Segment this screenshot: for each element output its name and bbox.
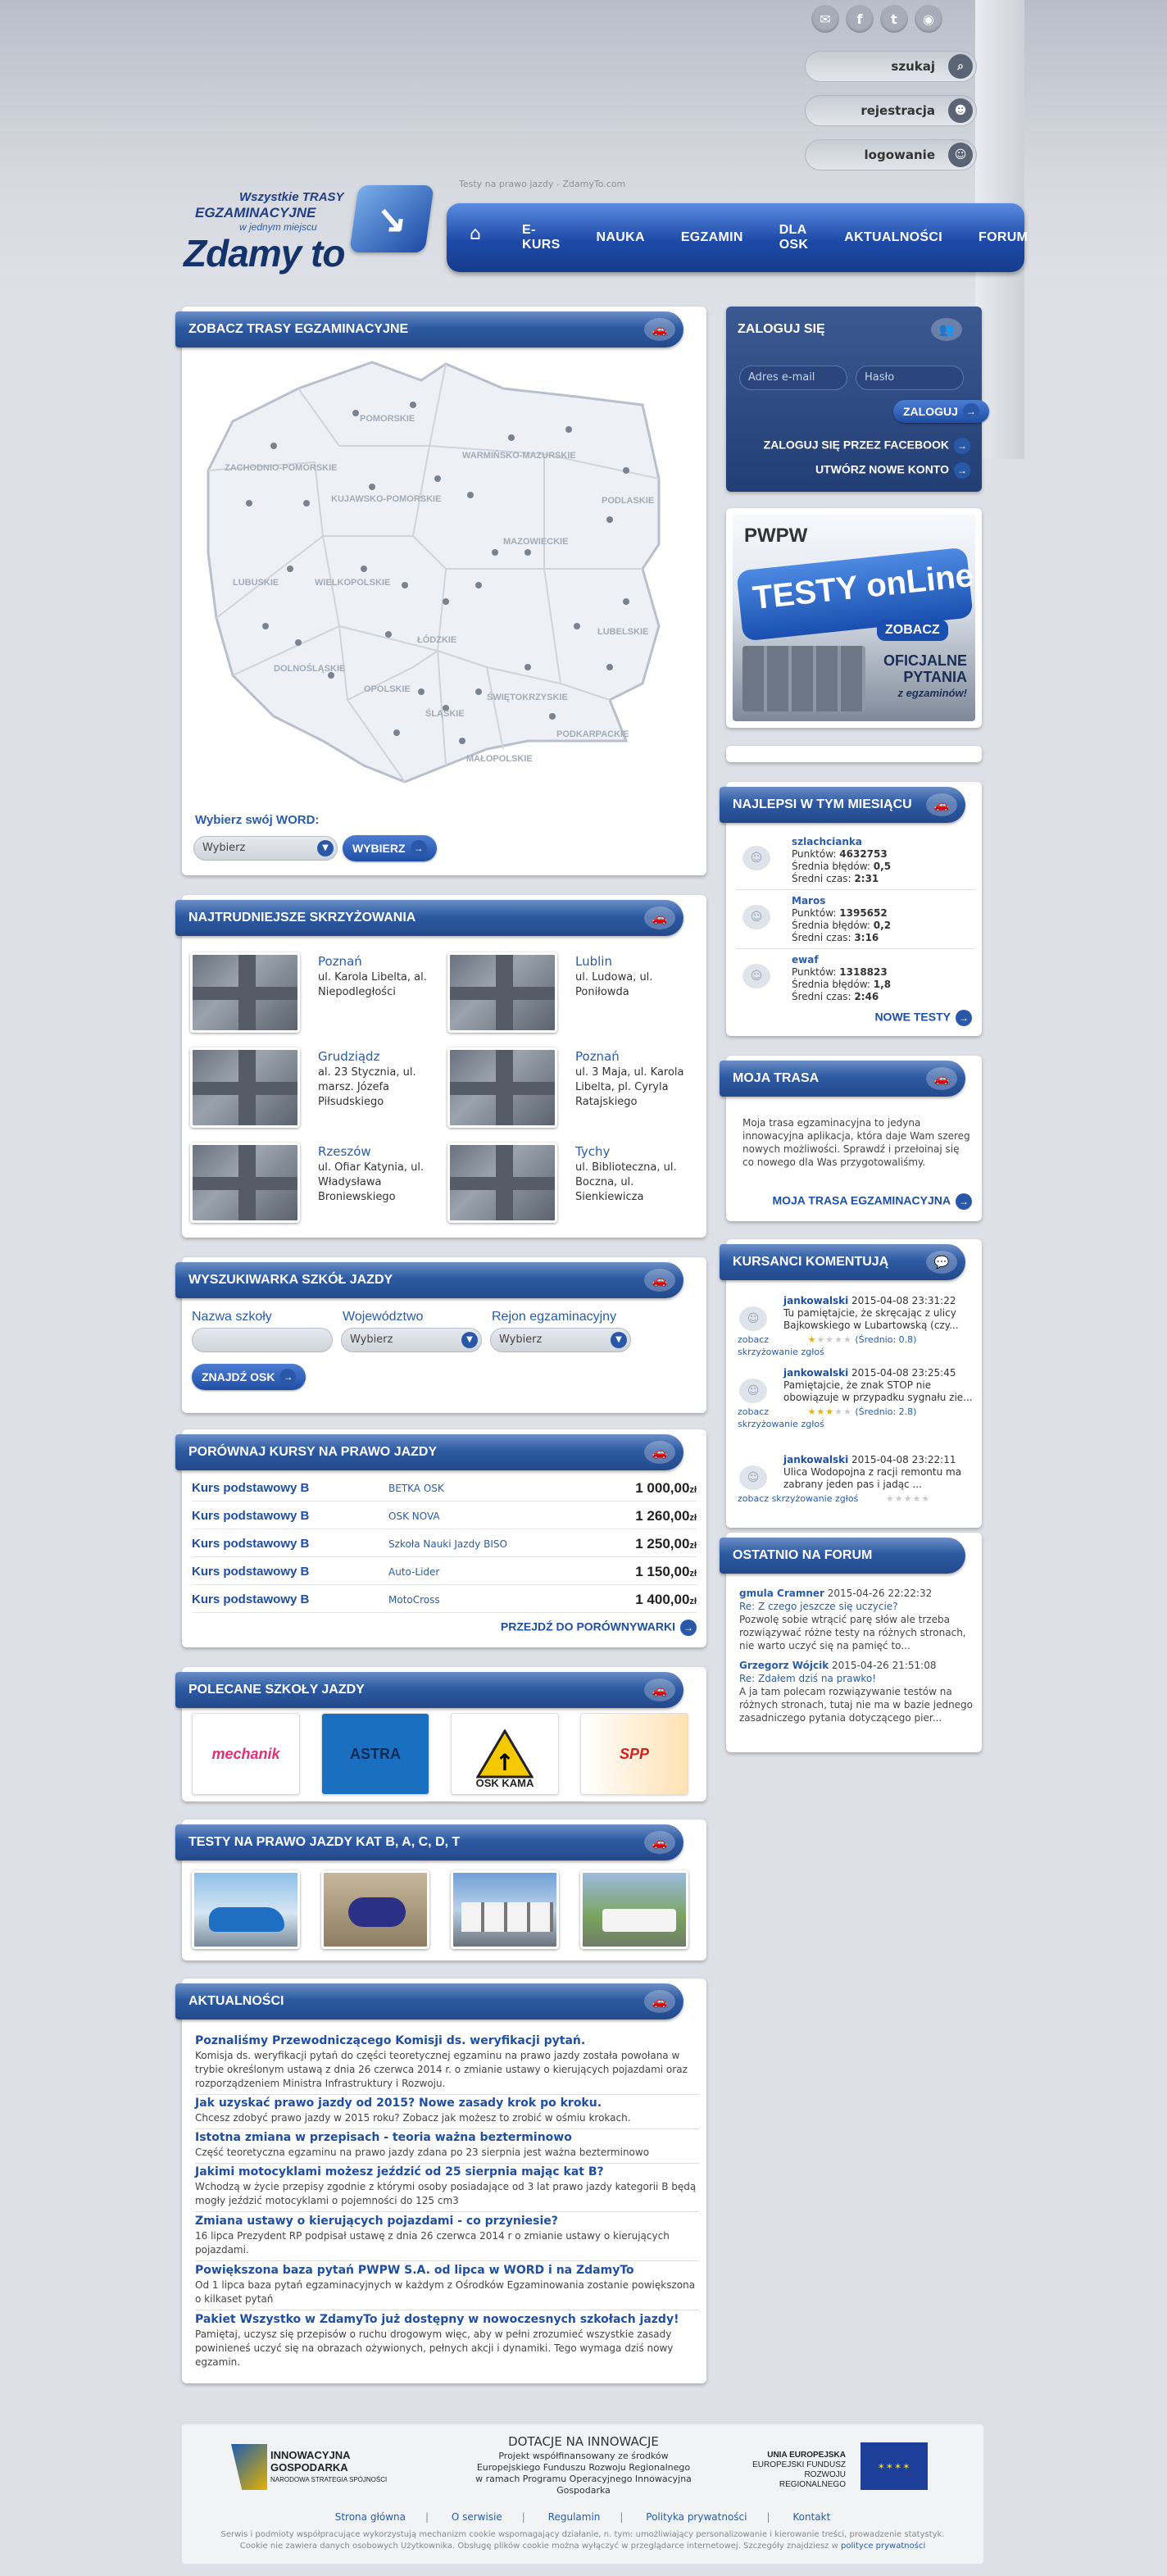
car-icon: 🚗 — [644, 1831, 675, 1854]
svg-text:↑: ↑ — [495, 1749, 515, 1776]
compare-row[interactable]: Kurs podstawowy B Auto-Lider 1 150,00zł — [192, 1559, 697, 1585]
category-b-image[interactable] — [192, 1870, 300, 1949]
crossroad-thumb[interactable] — [190, 1047, 300, 1128]
school-logo-astra[interactable]: ASTRA — [321, 1713, 429, 1795]
crossroad-thumb[interactable] — [190, 1143, 300, 1223]
promo-see: ZOBACZ — [877, 620, 948, 641]
avatar: ☺ — [742, 964, 770, 988]
region-wielkopolskie: WIELKOPOLSKIE — [315, 578, 391, 588]
school-logo-spp[interactable]: SPP — [580, 1713, 688, 1795]
recommended-title: POLECANE SZKOŁY JAZDY 🚗 — [175, 1672, 683, 1708]
report-link[interactable]: zgłoś — [835, 1493, 859, 1504]
tests-panel — [182, 1820, 706, 1960]
chevron-down-icon: ▼ — [611, 1332, 627, 1348]
school-search-panel — [182, 1257, 706, 1413]
school-logo-mechanik[interactable]: mechanik — [192, 1713, 300, 1795]
see-link[interactable]: zobacz — [738, 1493, 770, 1504]
arrow-right-icon: → — [411, 840, 427, 856]
region-swietokrzyskie: ŚWIĘTOKRZYSKIE — [487, 693, 568, 702]
login-email-input[interactable]: Adres e-mail — [739, 366, 847, 390]
school-name-input[interactable] — [192, 1328, 333, 1352]
word-select[interactable]: Wybierz ▼ — [193, 836, 338, 861]
school-name-label: Nazwa szkoły — [192, 1310, 272, 1324]
comments-title: KURSANCI KOMENTUJĄ 💬 — [720, 1244, 965, 1280]
map-panel-title: ZOBACZ TRASY EGZAMINACYJNE 🚗 — [175, 311, 683, 348]
facebook-icon[interactable]: f — [846, 5, 874, 33]
my-route-title: MOJA TRASA 🚗 — [720, 1061, 965, 1097]
logo-arrow-icon: ↘ — [349, 185, 434, 252]
comments-panel — [726, 1239, 982, 1528]
site-logo[interactable] — [182, 177, 436, 292]
region-podkarpackie: PODKARPACKIE — [556, 729, 629, 739]
news-panel — [182, 1979, 706, 2383]
region-mazowieckie: MAZOWIECKIE — [503, 537, 569, 547]
eu-flag-icon: ✶✶✶✶ — [860, 2442, 928, 2490]
nav-forum[interactable]: FORUM — [979, 230, 1029, 244]
my-route-panel — [726, 1056, 982, 1221]
school-logo-kama[interactable]: ↑ OSK KAMA — [451, 1713, 559, 1795]
category-d-image[interactable] — [580, 1870, 688, 1949]
find-osk-button[interactable]: ZNAJDŹ OSK → — [192, 1364, 306, 1390]
arrow-right-icon: → — [954, 462, 970, 479]
news-item[interactable]: Poznaliśmy Przewodniczącego Komisji ds. weryfikacji pytań. Komisja ds. weryfikacji pytań do części teoretycznej egzaminu na prawo jazdy została powołana w trybie określonym ustawą z dnia 26 czerwca 2014 r. o zmianie ustawy o kierujących pojazdami oraz rozporządzeniem Ministra Infrastruktury i Rozwoju. — [195, 2034, 699, 2095]
twitter-icon[interactable]: t — [880, 5, 908, 33]
crossroad-item[interactable]: Tychy ul. Biblioteczna, ul. Boczna, ul. Sienkiewicza — [575, 1144, 677, 1203]
car-icon: 🚗 — [644, 1269, 675, 1292]
news-title: AKTUALNOŚCI 🚗 — [175, 1983, 683, 2019]
nav-dla-osk[interactable]: DLA OSK — [779, 223, 809, 252]
privacy-policy-link[interactable]: polityce prywatności — [840, 2542, 926, 2551]
login-panel — [726, 307, 982, 492]
forum-panel — [726, 1533, 982, 1752]
category-a-image[interactable] — [321, 1870, 429, 1949]
eu-text: UNIA EUROPEJSKA EUROPEJSKI FUNDUSZ ROZWOJU REGIONALNEGO — [752, 2451, 846, 2489]
nav-egzamin[interactable]: EGZAMIN — [680, 230, 743, 244]
login-title: ZALOGUJ SIĘ 👥 — [724, 311, 970, 348]
chevron-down-icon: ▼ — [317, 840, 334, 856]
region-zachodniopomorskie: ZACHODNIO-POMORSKIE — [225, 463, 338, 473]
news-item[interactable]: Jakimi motocyklami możesz jeździć od 25 sierpnia mając kat B? Wchodzą w życie przepisy zgodnie z którymi osoby posiadające od 3 lat prawo jazdy kategorii B będą mogły jeździć motocyklami o pojemności do 125 cm3 — [195, 2165, 699, 2212]
forum-title: OSTATNIO NA FORUM — [720, 1538, 965, 1574]
recommended-panel — [182, 1667, 706, 1801]
region-warminsko-mazurskie: WARMIŃSKO-MAZURSKIE — [462, 451, 576, 461]
compare-row[interactable]: Kurs podstawowy B Szkoła Nauki Jazdy BISO 1 250,00zł — [192, 1531, 697, 1557]
user-icon: ☺ — [948, 143, 973, 167]
search-label: szukaj — [891, 59, 935, 74]
social-icons — [811, 5, 942, 33]
avatar: ☺ — [742, 846, 770, 870]
region-podlaskie: PODLASKIE — [602, 496, 655, 506]
promo-sub2: PYTANIA — [903, 669, 967, 685]
news-item[interactable]: Zmiana ustawy o kierujących pojazdami - co przyniesie? 16 lipca Prezydent RP podpisał ustawę z dnia 26 czerwca 2014 r o zmianie ustawy o kierujących pojazdami. — [195, 2215, 699, 2261]
footer-link[interactable]: Kontakt — [792, 2511, 831, 2523]
arrow-right-icon: → — [963, 403, 979, 420]
region-malopolskie: MAŁOPOLSKIE — [466, 754, 533, 764]
footer-link[interactable]: Regulamin — [547, 2511, 601, 2523]
avatar: ☺ — [739, 1465, 767, 1490]
nav-nauka[interactable]: NAUKA — [596, 230, 645, 244]
user-add-icon: ☻ — [948, 98, 973, 123]
search-icon: ⌕ — [948, 54, 973, 79]
promo-sub3: z egzaminów! — [897, 687, 967, 699]
logo-line1: Wszystkie TRASY — [239, 190, 344, 204]
car-icon: 🚗 — [644, 906, 675, 929]
region-kujawsko-pomorskie: KUJAWSKO-POMORSKIE — [331, 494, 442, 504]
region-select[interactable]: Wybierz ▼ — [490, 1328, 631, 1352]
category-c-image[interactable] — [451, 1870, 559, 1949]
logo-line2: EGZAMINACYJNE — [195, 205, 316, 220]
crossroad-item[interactable]: Poznań ul. 3 Maja, ul. Karola Libelta, pl. Cyryla Ratajskiego — [575, 1049, 684, 1108]
news-item[interactable]: Jak uzyskać prawo jazdy od 2015? Nowe zasady krok po kroku. Chcesz zdobyć prawo jazdy w 2015 roku? Zobacz jak możesz to zrobić w ośmiu krokach. — [195, 2097, 699, 2129]
word-choose-button[interactable]: WYBIERZ → — [343, 835, 437, 861]
comment-item[interactable]: ☺ jankowalski 2015-04-08 23:31:22 Tu pamiętajcie, że skręcając z ulicy Bajkowskiego w Lubartowską (czy... zobacz ★★★★★ (Średnio: 0.8) skrzyżowanie zgłoś — [738, 1295, 959, 1357]
crossroad-thumb[interactable] — [447, 1047, 557, 1128]
cookie-notice: Serwis i podmioty współpracujące wykorzystują mechanizm cookie wspomagający działanie, n. tym: umożliwiający personalizowanie i kierowanie treści, prowadzenie statystyk. Cookie nie zawiera danych osobowych Użytkownika. Obsługę plików cookie można wyłączyć w przeglądarce internetowej. Szczegóły znajdziesz w polityce prywatności — [220, 2530, 945, 2551]
innovation-logo-icon — [231, 2444, 267, 2490]
crossroad-thumb[interactable] — [190, 952, 300, 1033]
my-route-text: Moja trasa egzaminacyjna to jedyna innowacyjna aplikacja, która daje Wam szereg nowych możliwości. Sprawdź i przełoinaj się co nowego dla Was przygotowaliśmy. — [742, 1117, 970, 1168]
nav-aktualnosci[interactable]: AKTUALNOŚCI — [844, 230, 943, 244]
compare-panel — [182, 1429, 706, 1647]
compare-row[interactable]: Kurs podstawowy B BETKA OSK 1 000,00zł — [192, 1475, 697, 1502]
poland-map[interactable] — [200, 356, 675, 831]
main-nav — [447, 203, 1029, 272]
region-slaskie: ŚLĄSKIE — [425, 709, 465, 719]
login-facebook-link[interactable]: ZALOGUJ SIĘ PRZEZ FACEBOOK → — [764, 438, 970, 454]
region-dolnoslaskie: DOLNOŚLĄSKIE — [274, 664, 346, 674]
news-item[interactable]: Powiększona baza pytań PWPW S.A. od lipca w WORD i na ZdamyTo Od 1 lipca baza pytań egzaminacyjnych w każdym z Ośrodków Egzaminowania zostanie powiększona o kilkaset pytań — [195, 2264, 699, 2310]
report-link[interactable]: zgłoś — [801, 1419, 824, 1429]
rating-stars[interactable]: ★★★★★ — [885, 1493, 931, 1504]
crossroad-thumb[interactable] — [447, 1143, 557, 1223]
forum-post[interactable]: Grzegorz Wójcik 2015-04-26 21:51:08 Re: Zdałem dziś na prawko! A ja tam polecam rozwiązywanie testów na różnych stronach, tutaj nie ma w bazie jednego zasadniczego pytania dotyczącego pier... — [739, 1660, 974, 1724]
home-icon[interactable]: ⌂ — [470, 223, 481, 244]
ranking-panel — [726, 782, 982, 1036]
news-item[interactable]: Pakiet Wszystko w ZdamyTo już dostępny w nowoczesnych szkołach jazdy! Pamiętaj, uczysz się przepisów o ruchu drogowym więc, aby w pełni zrozumieć wszystkie zasady powinieneś uczyć się na obrazach ożywionych, pełnych akcji i dynamiki. Tego wymaga dziś nowy egzamin. — [195, 2313, 679, 2368]
crossroads-title: NAJTRUDNIEJSZE SKRZYŻOWANIA 🚗 — [175, 900, 683, 936]
ranking-title: NAJLEPSI W TYM MIESIĄCU 🚗 — [720, 787, 965, 823]
school-search-title: WYSZUKIWARKA SZKÓŁ JAZDY 🚗 — [175, 1262, 683, 1298]
see-link[interactable]: zobacz — [738, 1406, 770, 1417]
ranking-item[interactable]: ☺ szlachcianka Punktów: 4632753 Średnia błędów: 0,5 Średni czas: 2:31 — [736, 834, 974, 890]
feed-icon[interactable]: ◉ — [915, 5, 942, 33]
word-label: Wybierz swój WORD: — [195, 813, 320, 827]
car-icon: 🚗 — [644, 1441, 675, 1464]
arrow-right-icon: → — [680, 1620, 697, 1636]
footer-link[interactable]: Strona główna — [334, 2511, 406, 2523]
create-account-link[interactable]: UTWÓRZ NOWE KONTO → — [815, 462, 970, 479]
region-lodzkie: ŁÓDZKIE — [417, 635, 457, 645]
register-label: rejestracja — [860, 103, 935, 118]
comment-item[interactable]: ☺ jankowalski 2015-04-08 23:25:45 Pamiętajcie, że znak STOP nie obowiązuje w przypadku sygnału zie... zobacz ★★★★★ (Średnio: 2.8) skrzyżowanie zgłoś — [738, 1367, 973, 1429]
my-route-link[interactable]: MOJA TRASA EGZAMINACYJNA → — [772, 1193, 972, 1210]
new-tests-link[interactable]: NOWE TESTY → — [874, 1010, 972, 1026]
footer-links: Strona główna | O serwisie | Regulamin | Polityka prywatności | Kontakt — [334, 2511, 831, 2523]
car-icon: 🚗 — [644, 1679, 675, 1701]
footer-link[interactable]: Polityka prywatności — [646, 2511, 747, 2523]
compare-more-link[interactable]: PRZEJDŹ DO PORÓWNYWARKI → — [501, 1620, 697, 1636]
region-opolskie: OPOLSKIE — [364, 684, 411, 694]
comment-item[interactable]: ☺ jankowalski 2015-04-08 23:22:11 Ulica Wodopojna z racji remontu ma zabrany jeden pas i jadąc ... zobacz skrzyżowanie zgłoś ★★★★★ — [738, 1454, 962, 1504]
promo-brand: PWPW — [744, 525, 808, 547]
innovation-logo[interactable]: INNOWACYJNA GOSPODARKA NARODOWA STRATEGIA SPÓJNOŚCI — [270, 2449, 388, 2483]
compare-title: PORÓWNAJ KURSY NA PRAWO JAZDY 🚗 — [175, 1434, 683, 1470]
crossroad-item[interactable]: Rzeszów ul. Ofiar Katynia, ul. Władysława Broniewskiego — [318, 1144, 425, 1203]
login-button[interactable] — [805, 139, 977, 170]
promo-banner[interactable] — [726, 508, 982, 728]
register-button[interactable] — [805, 95, 977, 126]
users-icon: 👥 — [931, 318, 962, 341]
nav-e-kurs[interactable]: E-KURS — [522, 223, 561, 252]
footer — [182, 2424, 983, 2564]
warning-sign-icon — [476, 1729, 534, 1779]
funding-info: DOTACJE NA INNOWACJE Projekt współfinansowany ze środków Europejskiego Funduszu Rozwoju Regionalnego w ramach Programu Operacyjnego Innowacyjna Gospodarka — [475, 2434, 692, 2496]
search-button[interactable] — [805, 51, 977, 82]
news-item[interactable]: Istotna zmiana w przepisach - teoria ważna bezterminowo Część teoretyczna egzaminu na prawo jazdy zdana po 23 sierpnia jest ważna bezterminowo — [195, 2131, 699, 2164]
footer-link[interactable]: O serwisie — [451, 2511, 502, 2523]
car-icon: 🚗 — [926, 1067, 957, 1090]
voivodeship-label: Województwo — [343, 1310, 424, 1324]
spacer-panel — [726, 746, 982, 762]
car-icon: 🚗 — [926, 793, 957, 816]
login-password-input[interactable]: Hasło — [856, 366, 964, 390]
promo-sub1: OFICJALNE — [883, 652, 967, 669]
crossroads-panel — [182, 895, 706, 1238]
crossroad-item[interactable]: Grudziądz al. 23 Stycznia, ul. marsz. Józefa Piłsudskiego — [318, 1049, 416, 1108]
avatar: ☺ — [739, 1379, 767, 1403]
rating-stars[interactable]: ★★★★★ — [807, 1406, 852, 1417]
ranking-item[interactable]: ☺ Maros Punktów: 1395652 Średnia błędów: 0,2 Średni czas: 3:16 — [736, 893, 974, 949]
ranking-item[interactable]: ☺ ewaf Punktów: 1318823 Średnia błędów: 1,8 Średni czas: 2:46 — [736, 952, 974, 1008]
region-label: Rejon egzaminacyjny — [492, 1310, 617, 1324]
chat-icon: 💬 — [926, 1251, 957, 1274]
crossroad-item[interactable]: Poznań ul. Karola Libelta, al. Niepodległości — [318, 954, 427, 998]
login-label: logowanie — [864, 148, 935, 162]
login-submit-button[interactable]: ZALOGUJ → — [893, 400, 989, 423]
avatar: ☺ — [739, 1306, 767, 1331]
arrow-right-icon: → — [956, 1193, 972, 1210]
rss-icon[interactable]: ✉ — [811, 5, 839, 33]
arrow-right-icon: → — [954, 438, 970, 454]
logo-brand: Zdamy to — [184, 232, 345, 275]
voivodeship-select[interactable]: Wybierz ▼ — [341, 1328, 482, 1352]
crossroad-item[interactable]: Lublin ul. Ludowa, ul. Poniłowda — [575, 954, 653, 998]
avatar: ☺ — [742, 905, 770, 929]
region-pomorskie: POMORSKIE — [360, 414, 415, 424]
region-lubuskie: LUBUSKIE — [233, 578, 279, 588]
region-lubelskie: LUBELSKIE — [597, 627, 649, 637]
arrow-right-icon: → — [279, 1369, 296, 1385]
promo-title: TESTY onLine — [751, 557, 975, 617]
report-link[interactable]: zgłoś — [801, 1347, 824, 1357]
see-link[interactable]: zobacz — [738, 1334, 770, 1345]
car-icon: 🚗 — [644, 1990, 675, 2013]
compare-row[interactable]: Kurs podstawowy B OSK NOVA 1 260,00zł — [192, 1503, 697, 1529]
crossroad-thumb[interactable] — [447, 952, 557, 1033]
chevron-down-icon: ▼ — [461, 1332, 478, 1348]
rating-stars[interactable]: ★★★★★ — [807, 1334, 852, 1345]
tagline: Testy na prawo jazdy - ZdamyTo.com — [459, 179, 626, 189]
forum-post[interactable]: gmula Cramner 2015-04-26 22:22:32 Re: Z czego jeszcze się uczycie? Pozwolę sobie wtrącić parę słów ale trzeba rozwiązywać różne testy na różnych stronach, nie warto uczyć się na pamięć to... — [739, 1588, 966, 1651]
logo-line3: w jednym miejscu — [239, 221, 317, 233]
arrow-right-icon: → — [956, 1010, 972, 1026]
map-panel — [182, 307, 706, 875]
car-icon: 🚗 — [644, 318, 675, 341]
tests-title: TESTY NA PRAWO JAZDY KAT B, A, C, D, T 🚗 — [175, 1824, 683, 1860]
compare-row[interactable]: Kurs podstawowy B MotoCross 1 400,00zł — [192, 1587, 697, 1613]
